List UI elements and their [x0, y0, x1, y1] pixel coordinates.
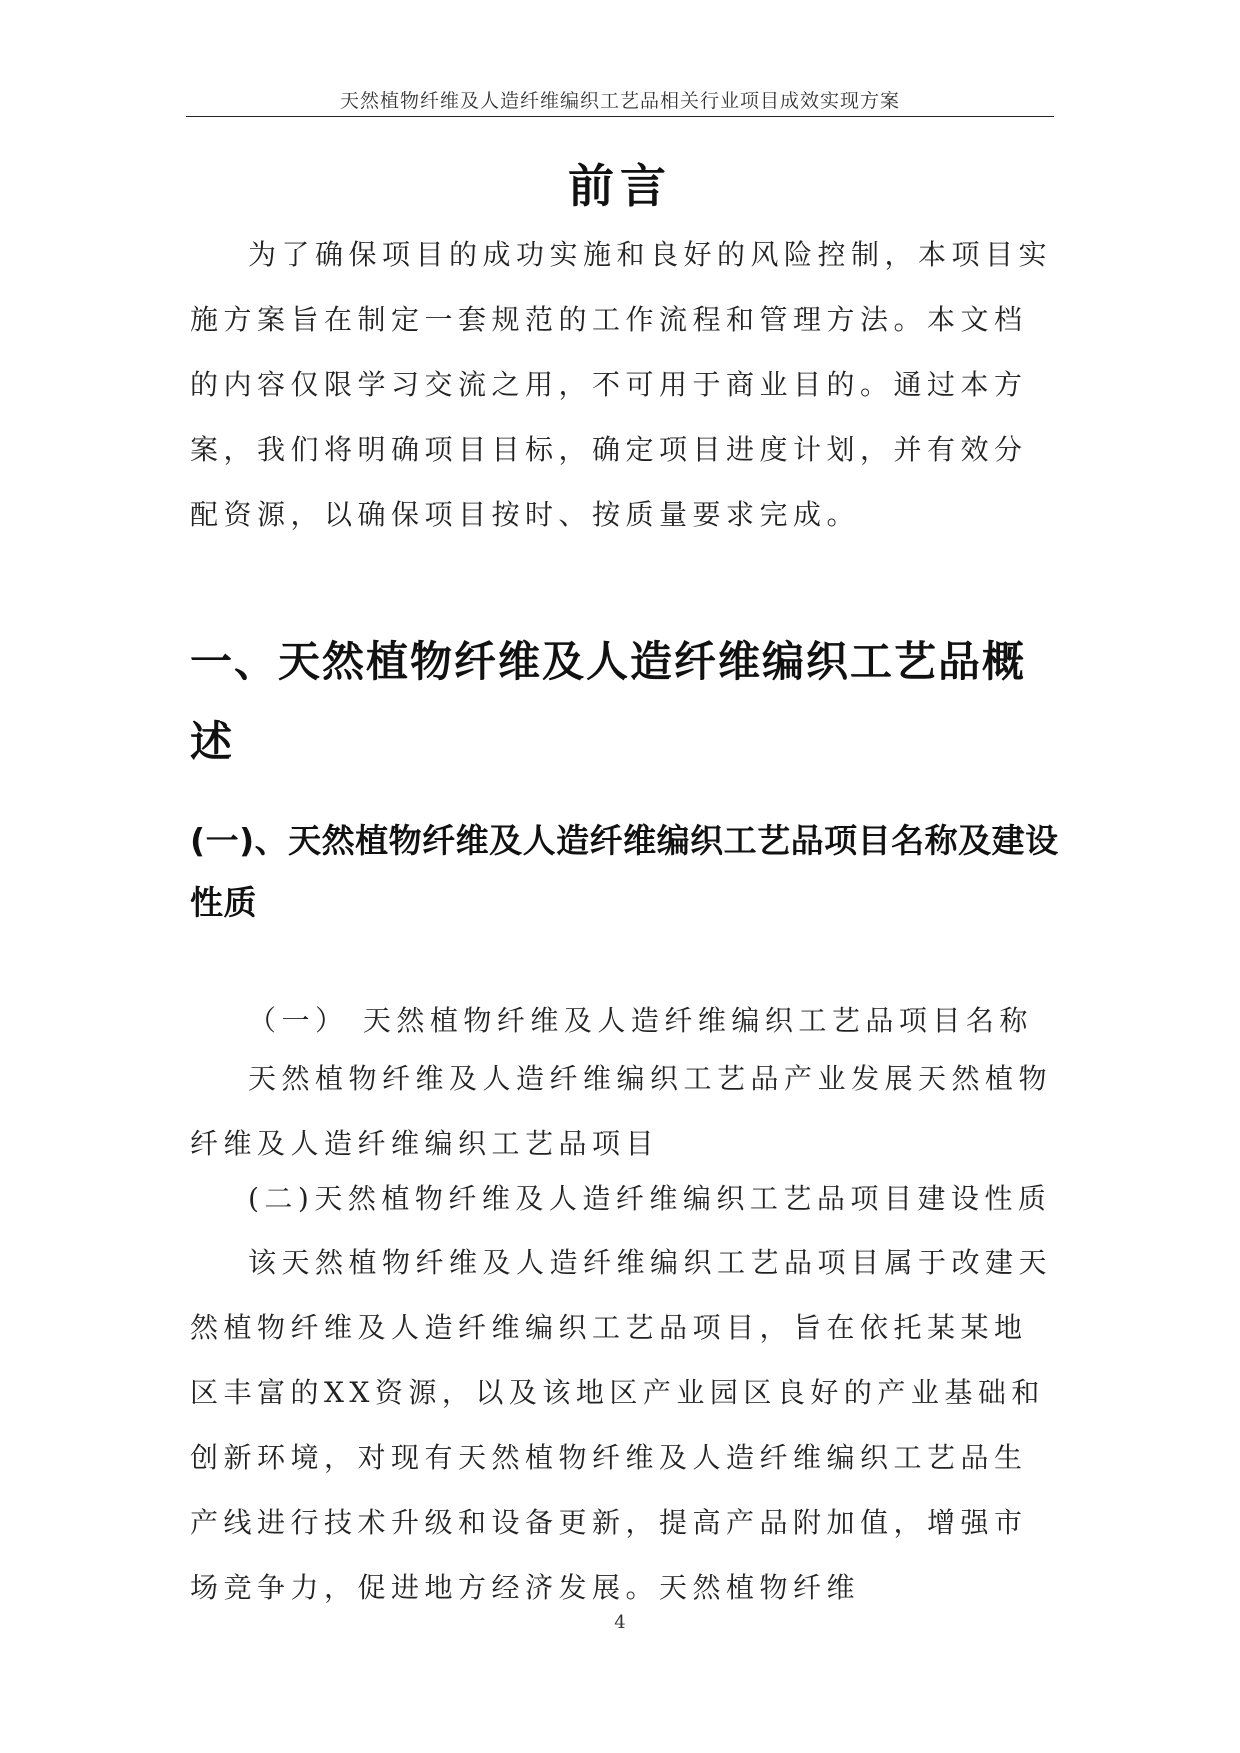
- section-heading: 一、天然植物纤维及人造纤维编织工艺品概述: [190, 637, 1027, 766]
- header-divider: [186, 116, 1054, 117]
- running-header: 天然植物纤维及人造纤维编织工艺品相关行业项目成效实现方案: [339, 90, 900, 112]
- page-number: 4: [614, 1612, 626, 1633]
- item1-heading: （一） 天然植物纤维及人造纤维编织工艺品项目名称: [248, 1004, 1033, 1037]
- item2-heading: (二)天然植物纤维及人造纤维编织工艺品项目建设性质: [248, 1182, 1052, 1215]
- page-title: 前言: [568, 159, 672, 213]
- item2-paragraph: 该天然植物纤维及人造纤维编织工艺品项目属于改建天然植物纤维及人造纤维编织工艺品项目，旨在依托某某地区丰富的XX资源，以及该地区产业园区良好的产业基础和创新环境，对现有天然植物纤维及人造纤维编织工艺品生产线进行技术升级和设备更新，提高产品附加值，增强市场竞争力，促进地方经济发展。天然植物纤维: [190, 1246, 1053, 1604]
- subsection-heading: (一)、天然植物纤维及人造纤维编织工艺品项目名称及建设性质: [190, 821, 1059, 922]
- preface-paragraph: 为了确保项目的成功实施和良好的风险控制，本项目实施方案旨在制定一套规范的工作流程和管理方法。本文档的内容仅限学习交流之用，不可用于商业目的。通过本方案，我们将明确项目目标，确定项目进度计划，并有效分配资源，以确保项目按时、按质量要求完成。: [190, 238, 1053, 531]
- item1-paragraph: 天然植物纤维及人造纤维编织工艺品产业发展天然植物纤维及人造纤维编织工艺品项目: [190, 1062, 1053, 1160]
